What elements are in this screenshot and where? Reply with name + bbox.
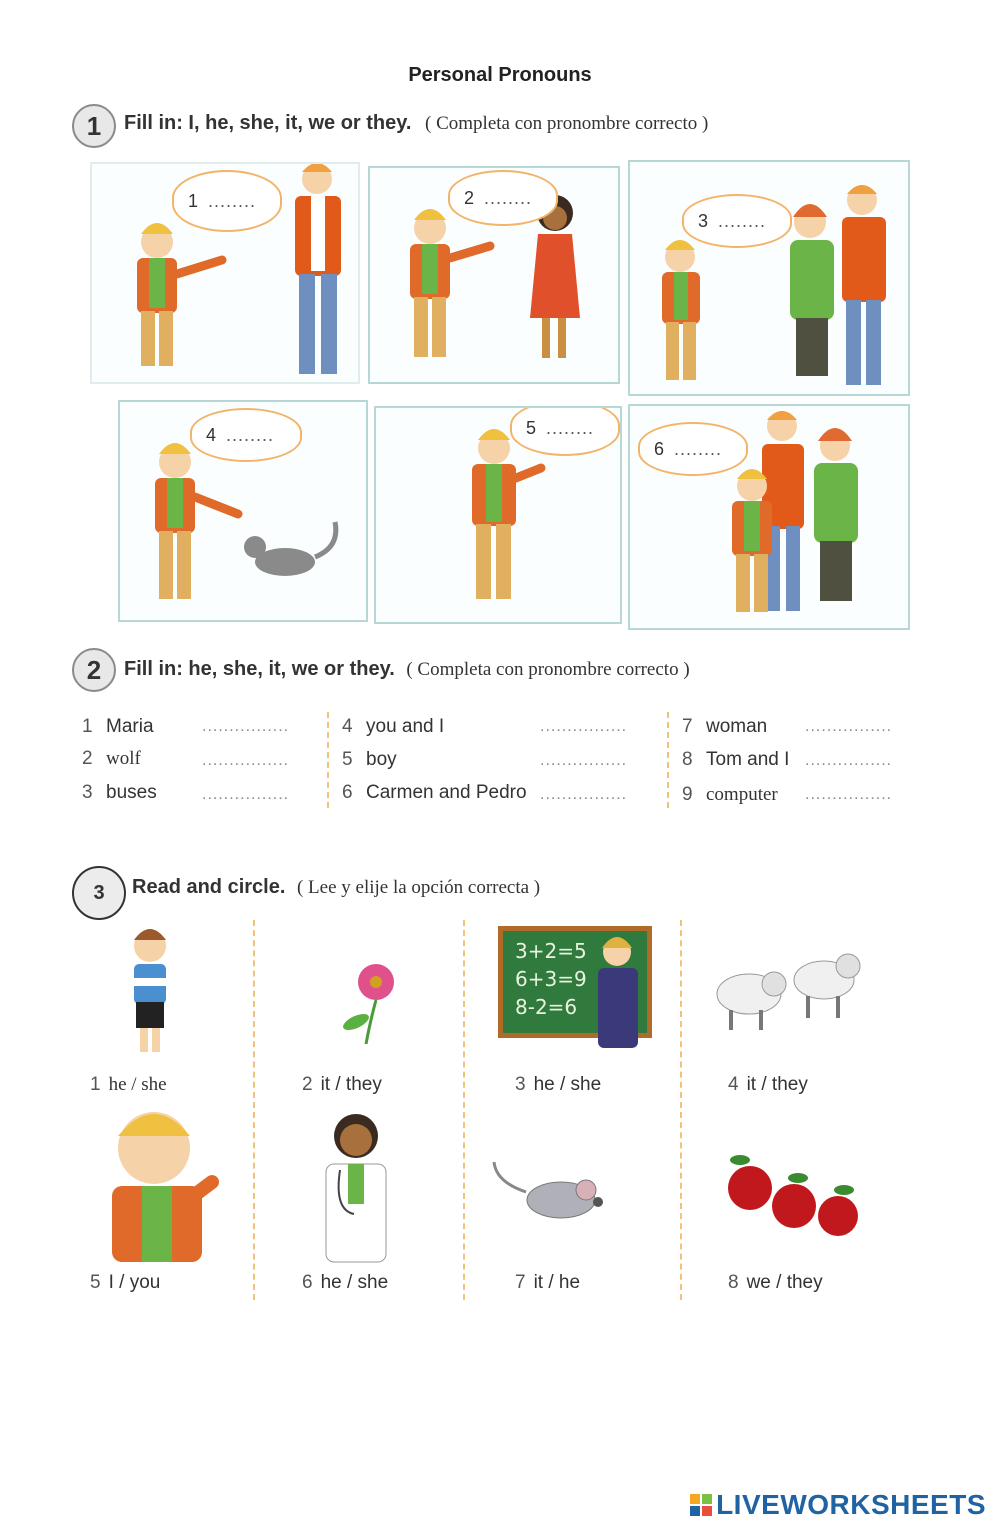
bubble-number: 4 [206,424,217,445]
bubble-blank[interactable]: ........ [674,438,723,459]
boy-picture [110,922,190,1062]
answer-blank[interactable]: ................ [805,752,893,769]
item-number: 1 [90,1074,101,1095]
answer-blank[interactable]: ................ [540,718,628,735]
bubble-blank[interactable]: ........ [718,210,767,231]
boy-and-couple-illustration [630,162,910,396]
item-number: 3 [515,1074,526,1095]
exercise-3-number: 3 [72,866,126,920]
list-item [342,782,527,804]
logo-icon [690,1494,712,1516]
item-word: wolf [106,748,141,769]
answer-blank[interactable]: ................ [202,718,290,735]
item-word: Carmen and Pedro [366,782,527,803]
bubble-number: 5 [526,417,537,438]
speech-bubble-2 [448,170,558,226]
list-item [682,749,789,771]
choice-item [515,1074,601,1096]
choice-item [728,1272,823,1294]
item-number: 5 [90,1272,101,1293]
choice-options[interactable]: we / they [746,1272,823,1293]
list-item [82,748,141,770]
liveworksheets-logo [690,1489,986,1521]
bubble-number: 1 [188,190,199,211]
apples-picture [724,1150,864,1240]
list-item [682,784,778,806]
bubble-number: 2 [464,187,475,208]
list-item [342,716,444,738]
item-number: 1 [82,716,93,737]
exercise-1-instruction [124,112,708,135]
picture-panel-3 [628,160,910,396]
bubble-number: 3 [698,210,709,231]
choice-options[interactable]: it / they [320,1074,382,1095]
bubble-blank[interactable]: ........ [208,190,257,211]
item-number: 2 [82,748,93,769]
answer-blank[interactable]: ................ [805,718,893,735]
sheep-picture [704,944,864,1034]
item-number: 8 [682,749,693,770]
choice-options[interactable]: it / they [746,1074,808,1095]
exercise-1-number: 1 [72,104,116,148]
choice-item [302,1074,382,1096]
list-item [682,716,767,738]
item-number: 3 [82,782,93,803]
exercise-1-spanish: ( Completa con pronombre correcto ) [425,113,709,134]
picture-panel-1 [90,162,360,384]
column-divider [253,920,255,1300]
choice-options[interactable]: it / he [533,1272,581,1293]
picture-panel-2 [368,166,620,384]
choice-item [302,1272,388,1294]
exercise-3-instruction-text: Read and circle. [132,876,286,898]
exercise-2-spanish: ( Completa con pronombre correcto ) [406,659,690,680]
board-line: 8-2=6 [515,995,578,1019]
bubble-blank[interactable]: ........ [546,417,595,438]
answer-blank[interactable]: ................ [540,752,628,769]
choice-item [515,1272,580,1294]
item-number: 4 [728,1074,739,1095]
column-divider [463,920,465,1300]
bubble-blank[interactable]: ........ [226,424,275,445]
choice-item [728,1074,808,1096]
column-divider [667,712,669,808]
item-word: woman [706,716,768,737]
exercise-2-number: 2 [72,648,116,692]
exercise-3-spanish: ( Lee y elije la opción correcta ) [296,877,541,898]
bubble-number: 6 [654,438,665,459]
page-title: Personal Pronouns [408,64,592,86]
teacher-picture [582,930,652,1060]
item-word: Maria [106,716,154,737]
item-word: computer [706,784,778,805]
item-number: 5 [342,749,353,770]
column-divider [327,712,329,808]
answer-blank[interactable]: ................ [202,752,290,769]
picture-panel-4 [118,400,368,622]
item-number: 2 [302,1074,313,1095]
item-word: you and I [366,716,445,737]
choice-options[interactable]: I / you [108,1272,161,1293]
list-item [82,716,154,738]
picture-panel-5 [374,406,622,624]
item-number: 6 [342,782,353,803]
column-divider [680,920,682,1300]
speech-bubble-6 [638,422,748,476]
exercise-2-instruction [124,658,690,681]
boy-pointing-self-picture [92,1100,222,1262]
item-number: 7 [682,716,693,737]
item-number: 7 [515,1272,526,1293]
item-number: 9 [682,784,693,805]
speech-bubble-4 [190,408,302,462]
item-word: buses [106,782,157,803]
bubble-blank[interactable]: ........ [484,187,533,208]
answer-blank[interactable]: ................ [540,786,628,803]
picture-panel-6 [628,404,910,630]
speech-bubble-3 [682,194,792,248]
answer-blank[interactable]: ................ [202,786,290,803]
board-line: 3+2=5 [515,939,587,963]
item-number: 4 [342,716,353,737]
list-item [342,749,397,771]
list-item [82,782,157,804]
doctor-picture [316,1106,396,1264]
choice-item [90,1074,167,1096]
exercise-1-instruction-text: Fill in: I, he, she, it, we or they. [124,112,412,134]
speech-bubble-1 [172,170,282,232]
board-line: 6+3=9 [515,967,587,991]
choice-options[interactable]: he / she [108,1074,167,1095]
flower-picture [326,960,406,1050]
item-word: boy [366,749,397,770]
choice-item [90,1272,160,1294]
brand-name: LIVEWORKSHEETS [716,1489,986,1520]
speech-bubble-5 [510,406,620,456]
item-number: 6 [302,1272,313,1293]
item-word: Tom and I [706,749,790,770]
mouse-picture [486,1152,616,1232]
answer-blank[interactable]: ................ [805,786,893,803]
choice-options[interactable]: he / she [320,1272,389,1293]
exercise-3-instruction [132,876,540,899]
item-number: 8 [728,1272,739,1293]
exercise-2-instruction-text: Fill in: he, she, it, we or they. [124,658,395,680]
choice-options[interactable]: he / she [533,1074,602,1095]
